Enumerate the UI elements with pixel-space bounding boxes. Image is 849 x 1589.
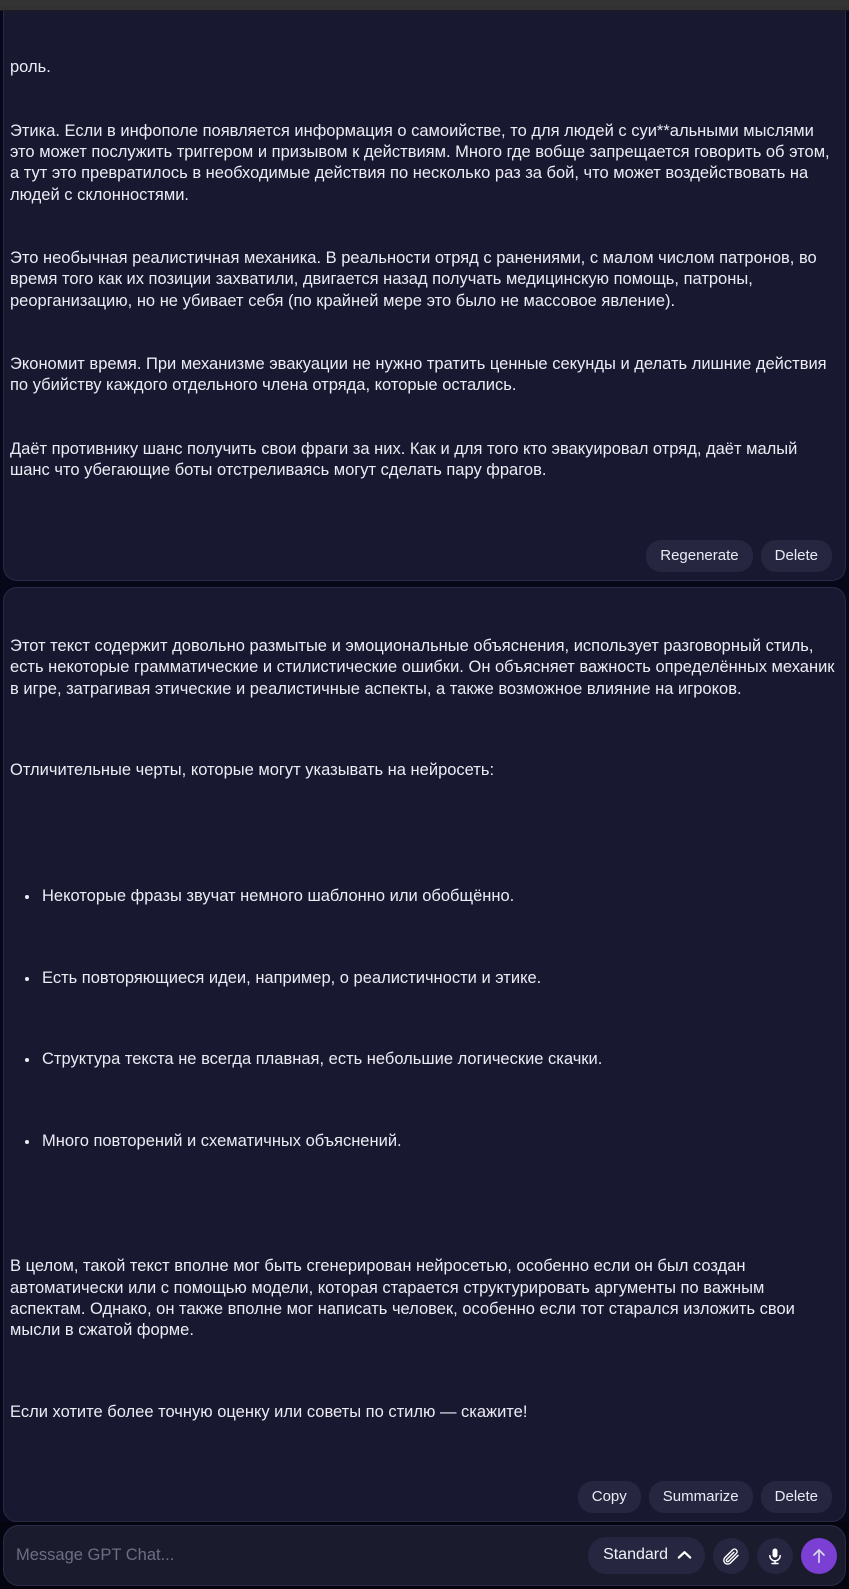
message-bubble-user bbox=[3, 11, 846, 581]
message-actions-assistant bbox=[10, 1481, 835, 1513]
regenerate-button[interactable]: Regenerate bbox=[646, 540, 752, 572]
chat-message-list bbox=[0, 11, 849, 1522]
send-button[interactable] bbox=[801, 1538, 837, 1574]
send-arrow-icon bbox=[809, 1546, 829, 1566]
chevron-up-icon bbox=[677, 1550, 692, 1560]
copy-button[interactable]: Copy bbox=[578, 1481, 641, 1513]
paragraph: роль. bbox=[10, 58, 51, 77]
assistant-list-heading: Отличительные черты, которые могут указывать на нейросеть: bbox=[10, 761, 495, 780]
bullet-icon bbox=[25, 1058, 29, 1062]
list-item bbox=[10, 886, 835, 907]
summarize-button[interactable]: Summarize bbox=[649, 1481, 753, 1513]
scrollbar-thumb[interactable] bbox=[0, 0, 849, 6]
mode-selector-label: Standard bbox=[603, 1546, 668, 1564]
list-item bbox=[10, 1049, 835, 1070]
list-item bbox=[10, 1131, 835, 1152]
list-item-label: Некоторые фразы звучат немного шаблонно или обобщённо. bbox=[42, 887, 515, 906]
message-text-user bbox=[10, 15, 835, 524]
delete-button[interactable]: Delete bbox=[761, 540, 832, 572]
bullet-icon bbox=[25, 1140, 29, 1144]
voice-input-button[interactable] bbox=[757, 1538, 793, 1574]
delete-button[interactable]: Delete bbox=[761, 1481, 832, 1513]
composer-container bbox=[0, 1522, 849, 1589]
message-input[interactable] bbox=[16, 1536, 580, 1575]
message-actions-user bbox=[10, 540, 835, 572]
message-bubble-assistant bbox=[3, 587, 846, 1522]
list-item-label: Много повторений и схематичных объяснений. bbox=[42, 1131, 402, 1150]
paragraph: Этика. Если в инфополе появляется информация о самоийстве, то для людей с суи**альными мыслями это может послужить триггером и призывом к действиям. Много где вобще запрещается говорить об этом, а тут это превратилось в необходимые действия по несколько раз за бой, что может воздействовать на людей с склонностями. bbox=[10, 122, 835, 204]
bullet-icon bbox=[25, 977, 29, 981]
bullet-icon bbox=[25, 895, 29, 899]
microphone-icon bbox=[765, 1546, 785, 1566]
assistant-intro: Этот текст содержит довольно размытые и эмоциональные объяснения, использует разговорный стиль, есть некоторые грамматические и стилистические ошибки. Он объясняет важность определённых механик в игре, затрагивая этические и реалистичные аспекты, а также возможное влияние на игроков. bbox=[10, 637, 840, 698]
composer-bar bbox=[3, 1525, 846, 1586]
assistant-bullet-list bbox=[10, 844, 835, 1194]
attach-file-button[interactable] bbox=[713, 1538, 749, 1574]
list-item-label: Есть повторяющиеся идеи, например, о реалистичности и этике. bbox=[42, 968, 542, 987]
paragraph: Экономит время. При механизме эвакуации не нужно тратить ценные секунды и делать лишние действия по убийству каждого отдельного члена отряда, которые остались. bbox=[10, 355, 832, 395]
list-item-label: Структура текста не всегда плавная, есть небольшие логические скачки. bbox=[42, 1050, 603, 1069]
list-item bbox=[10, 968, 835, 989]
window-top-strip bbox=[0, 0, 849, 11]
message-text-assistant bbox=[10, 594, 840, 1465]
paragraph: Это необычная реалистичная механика. В реальности отряд с ранениями, с малом числом патронов, во время того как их позиции захватили, двигается назад получать медицинскую помощь, патроны, реорганизацию, но не убивает себя (по крайней мере это было не массовое явление). bbox=[10, 249, 822, 310]
paragraph: Даёт противнику шанс получить свои фраги за них. Как и для того кто эвакуировал отряд, даёт малый шанс что убегающие боты отстреливаясь могут сделать пару фрагов. bbox=[10, 440, 802, 480]
assistant-closing: Если хотите более точную оценку или советы по стилю — скажите! bbox=[10, 1402, 528, 1421]
mode-selector-button[interactable] bbox=[588, 1537, 705, 1574]
paperclip-icon bbox=[721, 1546, 741, 1566]
assistant-conclusion: В целом, такой текст вполне мог быть сгенерирован нейросетью, особенно если он был создан автоматически или с помощью модели, которая старается структурировать аргументы по важным аспектам. Однако, он также вполне мог написать человек, особенно если тот старался изложить свои мысли в сжатой форме. bbox=[10, 1257, 800, 1339]
